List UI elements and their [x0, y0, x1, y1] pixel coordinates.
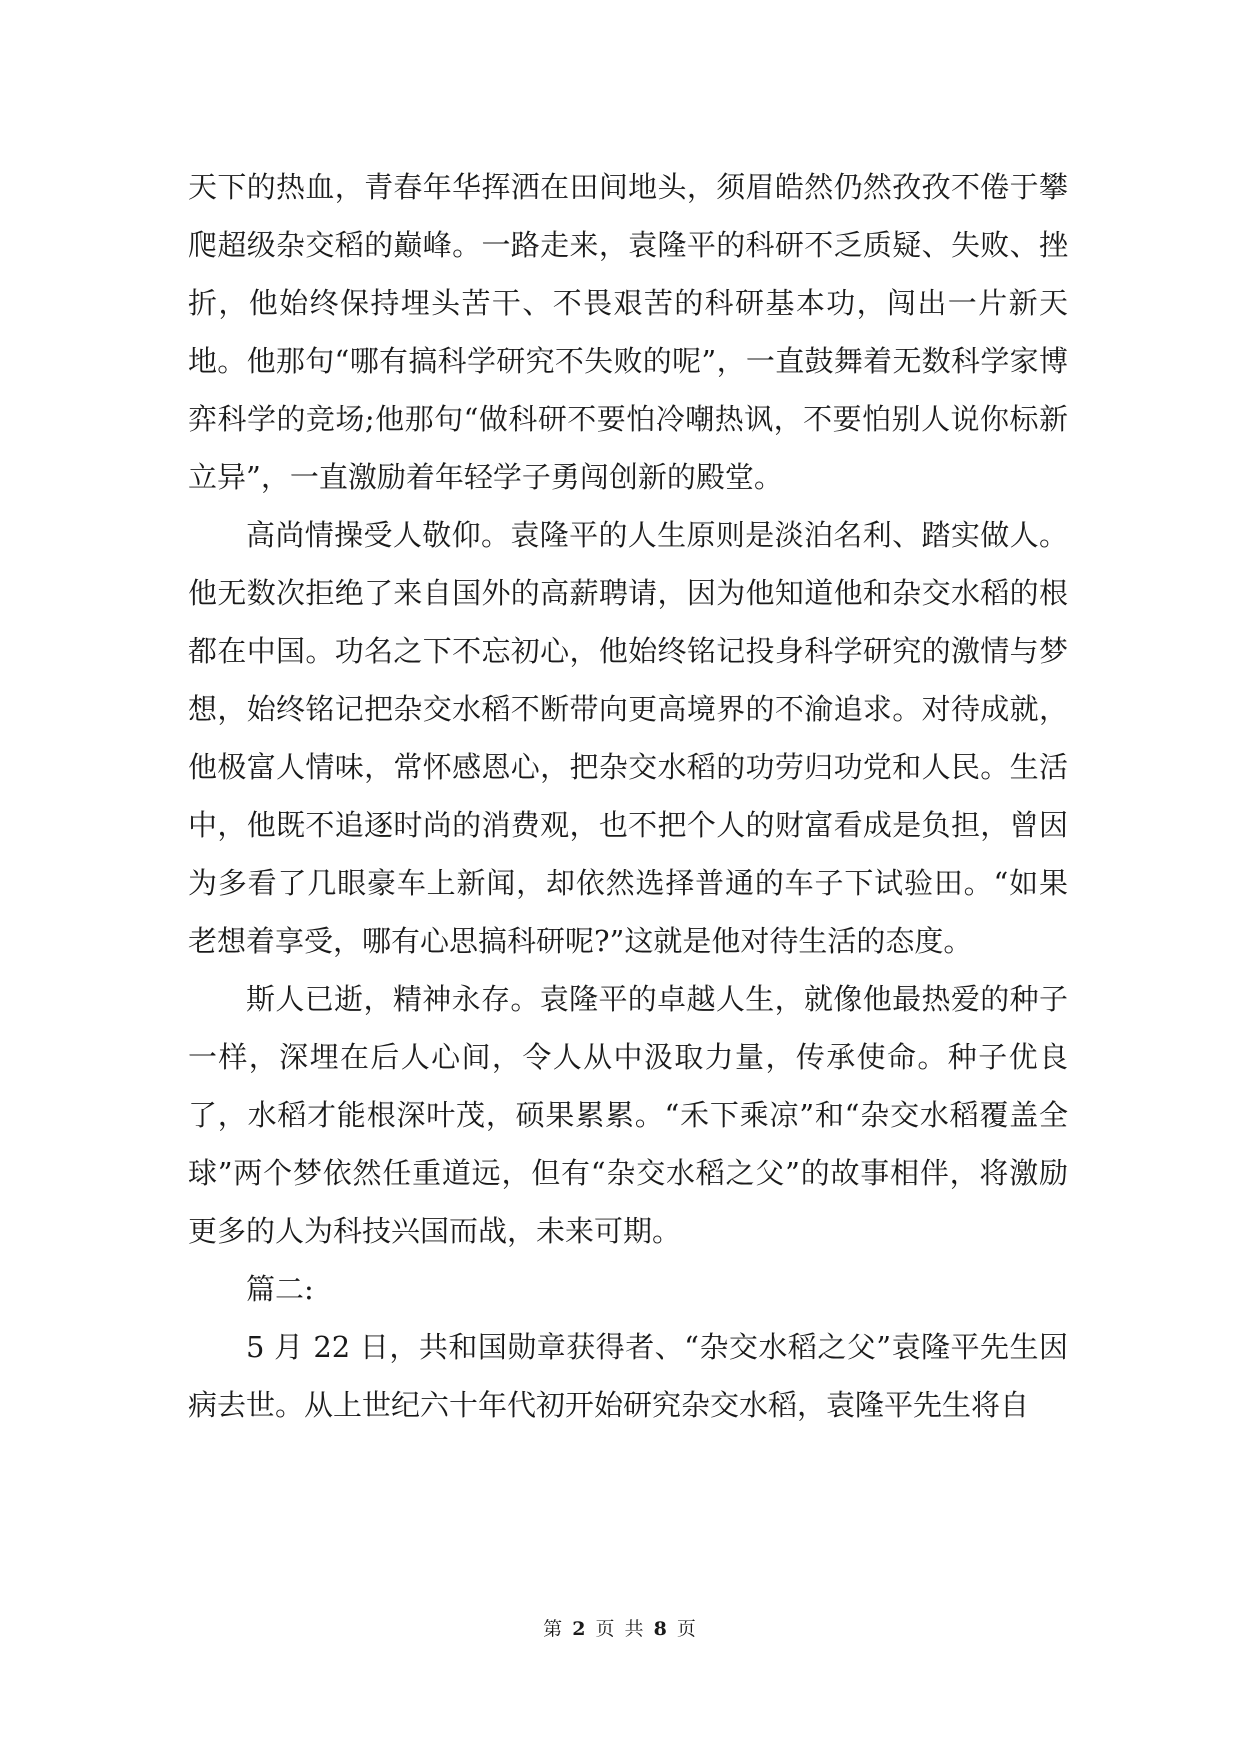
section-heading: 篇二: — [246, 1272, 314, 1306]
body-text — [188, 158, 1068, 1434]
paragraph-2: 高尚情操受人敬仰。袁隆平的人生原则是淡泊名利、踏实做人。他无数次拒绝了来自国外的高薪聘请，因为他知道他和杂交水稻的根都在中国。功名之下不忘初心，他始终铭记投身科学研究的激情与梦想，始终铭记把杂交水稻不断带向更高境界的不渝追求。对待成就，他极富人情味，常怀感恩心，把杂交水稻的功劳归功党和人民。生活中，他既不追逐时尚的消费观，也不把个人的财富看成是负担，曾因为多看了几眼豪车上新闻，却依然选择普通的车子下试验田。“如果老想着享受，哪有心思搞科研呢?”这就是他对待生活的态度。 — [188, 518, 1068, 958]
total-page-number: 8 — [653, 1618, 669, 1640]
paragraph-3: 斯人已逝，精神永存。袁隆平的卓越人生，就像他最热爱的种子一样，深埋在后人心间，令人从中汲取力量，传承使命。种子优良了，水稻才能根深叶茂，硕果累累。“禾下乘凉”和“杂交水稻覆盖全球”两个梦依然任重道远，但有“杂交水稻之父”的故事相伴，将激励更多的人为科技兴国而战，未来可期。 — [188, 982, 1068, 1248]
footer-prefix: 第 — [543, 1618, 565, 1640]
paragraph-4: 5 月 22 日，共和国勋章获得者、“杂交水稻之父”袁隆平先生因病去世。从上世纪六十年代初开始研究杂交水稻，袁隆平先生将自 — [188, 1330, 1068, 1422]
page-footer — [0, 1614, 1241, 1641]
current-page-number: 2 — [572, 1618, 588, 1640]
footer-middle: 页 共 — [595, 1618, 646, 1640]
footer-suffix: 页 — [676, 1618, 698, 1640]
paragraph-1: 天下的热血，青春年华挥洒在田间地头，须眉皓然仍然孜孜不倦于攀爬超级杂交稻的巅峰。一路走来，袁隆平的科研不乏质疑、失败、挫折，他始终保持埋头苦干、不畏艰苦的科研基本功，闯出一片新天地。他那句“哪有搞科学研究不失败的呢”，一直鼓舞着无数科学家博弈科学的竞场;他那句“做科研不要怕冷嘲热讽，不要怕别人说你标新立异”，一直激励着年轻学子勇闯创新的殿堂。 — [188, 170, 1068, 494]
